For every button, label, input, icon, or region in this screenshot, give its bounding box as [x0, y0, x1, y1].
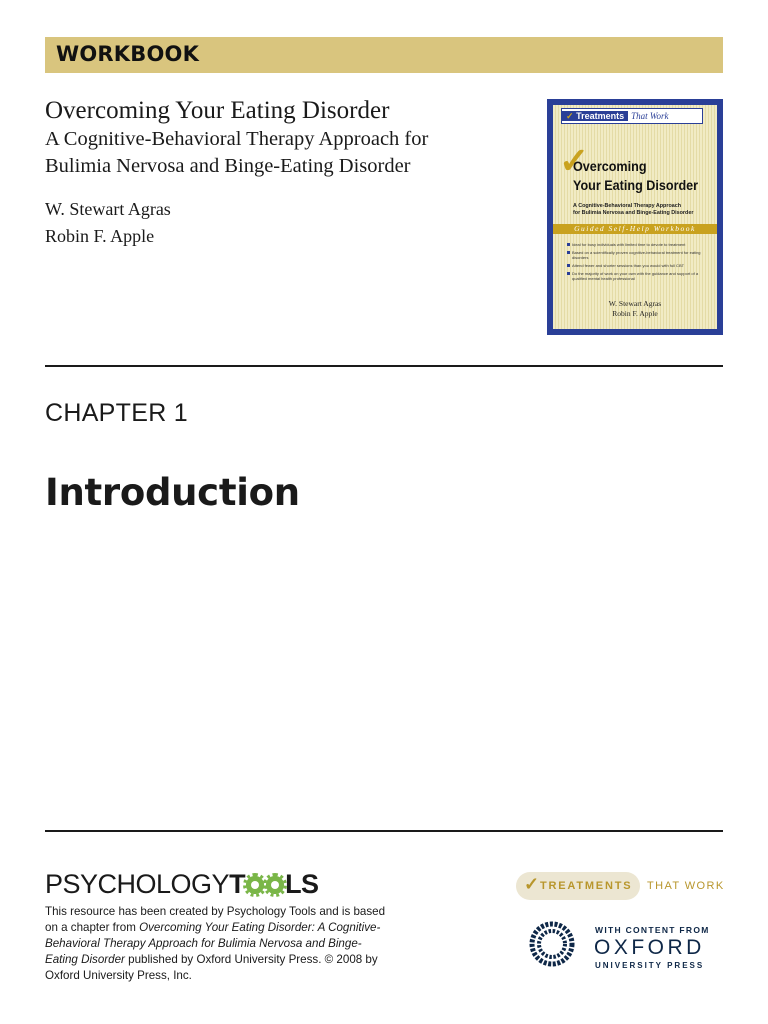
book-authors [45, 196, 525, 250]
book-subtitle-line2: Bulimia Nervosa and Binge-Eating Disorder [45, 155, 411, 177]
divider [45, 830, 723, 832]
psychology-tools-logo [45, 869, 319, 899]
gear-icon [246, 876, 264, 894]
cover-series-italic: That Work [631, 111, 669, 121]
author-name: Robin F. Apple [45, 226, 155, 246]
cover-bullet: Based on a scientifically proven cognitive-behavioral treatment for eating disorders [567, 250, 707, 260]
workbook-banner [45, 37, 723, 73]
cover-bullet: Ideal for busy individuals with limited time to devote to treatment [567, 242, 707, 247]
book-subtitle-line1: A Cognitive-Behavioral Therapy Approach for [45, 128, 429, 150]
credit-part: This resource has been created by Psychology Tools and is based on a chapter from [45, 905, 386, 934]
workbook-label: WORKBOOK [56, 42, 200, 66]
credit-text [45, 904, 390, 984]
cover-stripe: Guided Self-Help Workbook [553, 224, 717, 234]
credit-part: published by Oxford University Press. © 2008 by Oxford University Press, Inc. [45, 953, 378, 982]
chapter-label: CHAPTER 1 [45, 399, 189, 427]
logo-text-ls: LS [285, 869, 319, 899]
oxford-wordmark: OXFORD [594, 936, 705, 959]
author-name: W. Stewart Agras [45, 199, 171, 219]
cover-subtitle-line2: for Bulimia Nervosa and Binge-Eating Disorder [573, 209, 694, 216]
cover-subtitle-line1: A Cognitive-Behavioral Therapy Approach [573, 203, 682, 209]
cover-author: W. Stewart Agras [608, 299, 662, 308]
cover-title-line2: Your Eating Disorder [573, 177, 699, 193]
logo-text-t: T [229, 869, 246, 899]
cover-bullet: Do the majority of work on your own with the guidance and support of a qualified mental health professional [567, 271, 707, 281]
cover-checkmark-icon: ✓ [559, 140, 590, 181]
oxford-university-press: UNIVERSITY PRESS [595, 961, 705, 970]
chapter-title: Introduction [45, 471, 300, 514]
cover-series-badge: ✓ Treatments That Work [561, 108, 703, 124]
cover-bullet-list [567, 242, 707, 284]
book-info [45, 96, 525, 250]
checkmark-icon: ✓ [524, 874, 540, 894]
logo-text-psychology: PSYCHOLOGY [45, 869, 230, 899]
cover-subtitle [573, 203, 693, 216]
cover-bullet: Attend fewer and shorter sessions than you would with full CBT [567, 263, 707, 268]
cover-title [573, 157, 699, 195]
oxford-emblem-icon [529, 921, 575, 967]
cover-author: Robin F. Apple [612, 309, 658, 318]
book-title: Overcoming Your Eating Disorder [45, 97, 390, 124]
oxford-with-content: WITH CONTENT FROM [595, 925, 710, 935]
credit-book-title: Overcoming Your Eating Disorder: A Cognitive-Behavioral Therapy Approach for Bulimia Nervosa and Binge-Eating Disorder [45, 921, 381, 966]
ttw-light-text: THAT WORK [647, 880, 725, 892]
cover-series-bold: Treatments [576, 111, 625, 121]
gear-icon [266, 876, 284, 894]
cover-authors [553, 299, 717, 319]
book-cover-inner [553, 105, 717, 329]
book-cover-image [547, 99, 723, 335]
ttw-bold-text: TREATMENTS [540, 880, 633, 892]
oxford-logo [529, 919, 724, 979]
treatments-that-work-logo [516, 872, 724, 900]
cover-title-line1: Overcoming [573, 158, 647, 174]
divider [45, 365, 723, 367]
